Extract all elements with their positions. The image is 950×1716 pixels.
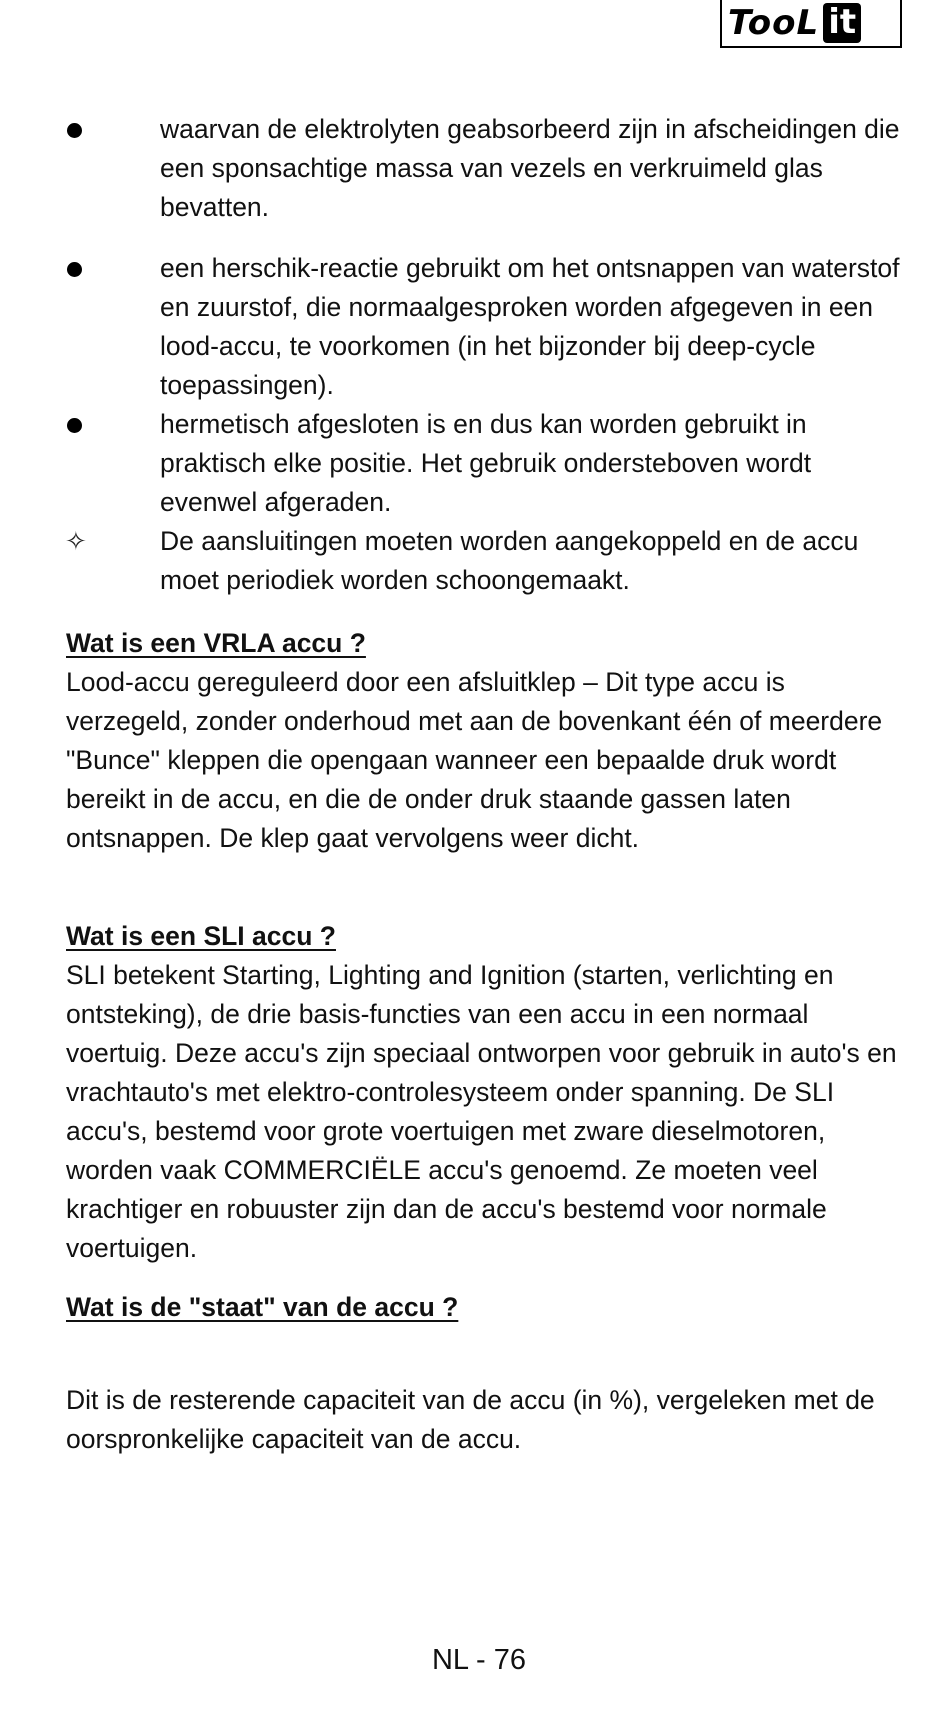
section-heading-sli: Wat is een SLI accu ? [66, 921, 336, 951]
section-heading-vrla: Wat is een VRLA accu ? [66, 628, 366, 658]
toolit-logo [720, 0, 902, 48]
dot-icon [67, 123, 82, 138]
bullet-item [66, 249, 906, 405]
page-content [66, 110, 906, 1459]
bullet-item [66, 405, 906, 522]
bullet-text: een herschik-reactie gebruikt om het ontsnappen van waterstof en zuurstof, die normaalgesproken worden afgegeven in een lood-accu, te voorkomen (in het bijzonder bij deep-cycle toepassingen). [160, 253, 900, 400]
section-heading-state: Wat is de "staat" van de accu ? [66, 1292, 459, 1322]
section-body-vrla: Lood-accu gereguleerd door een afsluitklep – Dit type accu is verzegeld, zonder onderhoud met aan de bovenkant één of meerdere "Bunce" kleppen die opengaan wanneer een bepaalde druk wordt bereikt in de accu, en die de onder druk staande gassen laten ontsnappen. De klep gaat vervolgens weer dicht. [66, 667, 883, 853]
four-point-star-icon: ✧ [65, 526, 87, 556]
bullet-item [66, 522, 906, 600]
bullet-item [66, 110, 906, 227]
page-number: NL - 76 [431, 1644, 527, 1676]
logo-text-it: it [823, 3, 861, 43]
dot-icon [67, 262, 82, 277]
bullet-text: De aansluitingen moeten worden aangekoppeld en de accu moet periodiek worden schoongemaakt. [160, 526, 859, 595]
logo-text-tool: TooL [728, 3, 820, 43]
bullet-text: waarvan de elektrolyten geabsorbeerd zijn in afscheidingen die een sponsachtige massa van vezels en verkruimeld glas bevatten. [160, 114, 900, 222]
section-body-state: Dit is de resterende capaciteit van de accu (in %), vergeleken met de oorspronkelijke capaciteit van de accu. [66, 1385, 875, 1454]
bullet-text: hermetisch afgesloten is en dus kan worden gebruikt in praktisch elke positie. Het gebruik ondersteboven wordt evenwel afgeraden. [160, 409, 812, 517]
dot-icon [67, 418, 82, 433]
section-body-sli: SLI betekent Starting, Lighting and Ignition (starten, verlichting en ontsteking), de drie basis-functies van een accu in een normaal voertuig. Deze accu's zijn speciaal ontworpen voor gebruik in auto's en vrachtauto's met elektro-controlesysteem onder spanning. De SLI accu's, bestemd voor grote voertuigen met zware dieselmotoren, worden vaak COMMERCIËLE accu's genoemd. Ze moeten veel krachtiger en robuuster zijn dan de accu's bestemd voor normale voertuigen. [66, 960, 897, 1263]
